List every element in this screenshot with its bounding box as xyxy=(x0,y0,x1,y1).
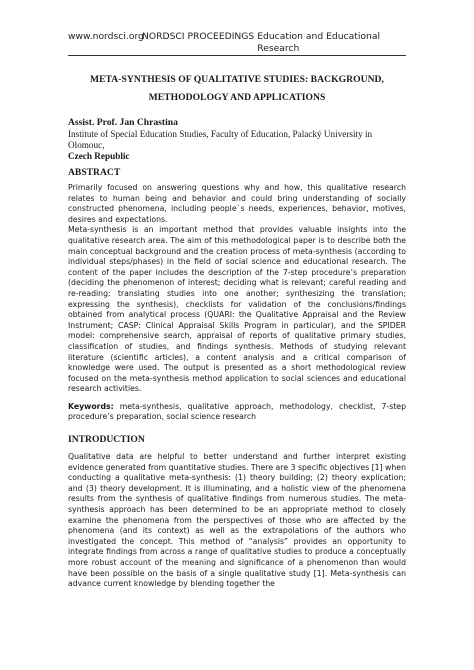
affiliation xyxy=(68,129,406,162)
abstract-body xyxy=(68,183,406,590)
abstract-heading: ABSTRACT xyxy=(68,167,121,178)
keywords-label: Keywords: xyxy=(68,401,114,411)
abstract-paragraph-2: Meta-synthesis is an important method that provides valuable insights into the qualitative research area. The aim of this methodological paper is to describe both the main conceptual background and the creation process of meta-synthesis (according to individual steps/phases) in the field of social science and educational research. The content of the paper includes the description of the 7-step procedure’s preparation (deciding the phenomenon of interest; deciding what is relevant; careful reading and re-reading: translating studies into one another; synthesizing the translation; expressing the synthesis), checklists for validation of the conclusions/findings obtained from analytical process (QUARI: the Qualitative Appraisal and the Review Instrument; CASP: Clinical Appraisal Skills Program in particular), and the SPIDER model: comprehensive search, appraisal of reports of qualitative primary studies, classification of studies, and findings synthesis. Methods of studying relevant literature (scientific articles), a content analysis and a critical comparison of knowledge were used. The output is presented as a short methodological review focused on the meta-synthesis method application to social sciences and educational research activities. xyxy=(68,225,406,394)
author-name: Assist. Prof. Jan Chrastina xyxy=(68,117,178,128)
title-line-2: METHODOLOGY AND APPLICATIONS xyxy=(148,92,326,103)
keywords xyxy=(68,402,406,423)
header-section: Education and Educational Research xyxy=(257,31,381,54)
keywords-text: meta-synthesis, qualitative approach, methodology, checklist, 7-step procedure’s preparation, social science research xyxy=(68,401,406,422)
header-site: www.nordsci.org xyxy=(68,31,144,42)
title-line-1: META-SYNTHESIS OF QUALITATIVE STUDIES: BACKGROUND, xyxy=(89,74,384,85)
affiliation-country: Czech Republic xyxy=(68,151,130,161)
header-rule xyxy=(68,55,406,56)
paper-title xyxy=(68,71,406,107)
header-conference: NORDSCI PROCEEDINGS xyxy=(142,31,255,42)
affiliation-text: Institute of Special Education Studies, Faculty of Education, Palacký University in Olomouc, xyxy=(68,129,373,150)
running-header xyxy=(68,31,406,56)
introduction-heading: INTRODUCTION xyxy=(68,434,145,446)
introduction-text: Qualitative data are helpful to better understand and further interpret existing evidence generated from quantitative studies. There are 3 specific objectives [1] when conducting a qualitative meta-synthesis: (1) theory building; (2) theory explication; and (3) theory development. It is illuminating, and a holistic view of the phenomena results from the synthesis of qualitative findings from numerous studies. The meta-synthesis approach has been determined to be an appropriate method to closely examine the phenomena from the perspectives of those who are affected by the phenomena (and its context) as well as the extrapolations of the authors who investigated the concept. This method of “analysis” provides an opportunity to integrate findings from across a range of qualitative studies to produce a conceptually more robust account of the meaning and significance of a phenomenon than would have been possible on the basis of a single qualitative study [1]. Meta-synthesis can advance current knowledge by blending together the xyxy=(68,452,406,589)
abstract-paragraph-1: Primarily focused on answering questions why and how, this qualitative research relates to human being and behavior and could bring understanding of socially constructed phenomena, including people`s needs, experiences, behavior, motives, desires and expectations. xyxy=(68,183,406,224)
